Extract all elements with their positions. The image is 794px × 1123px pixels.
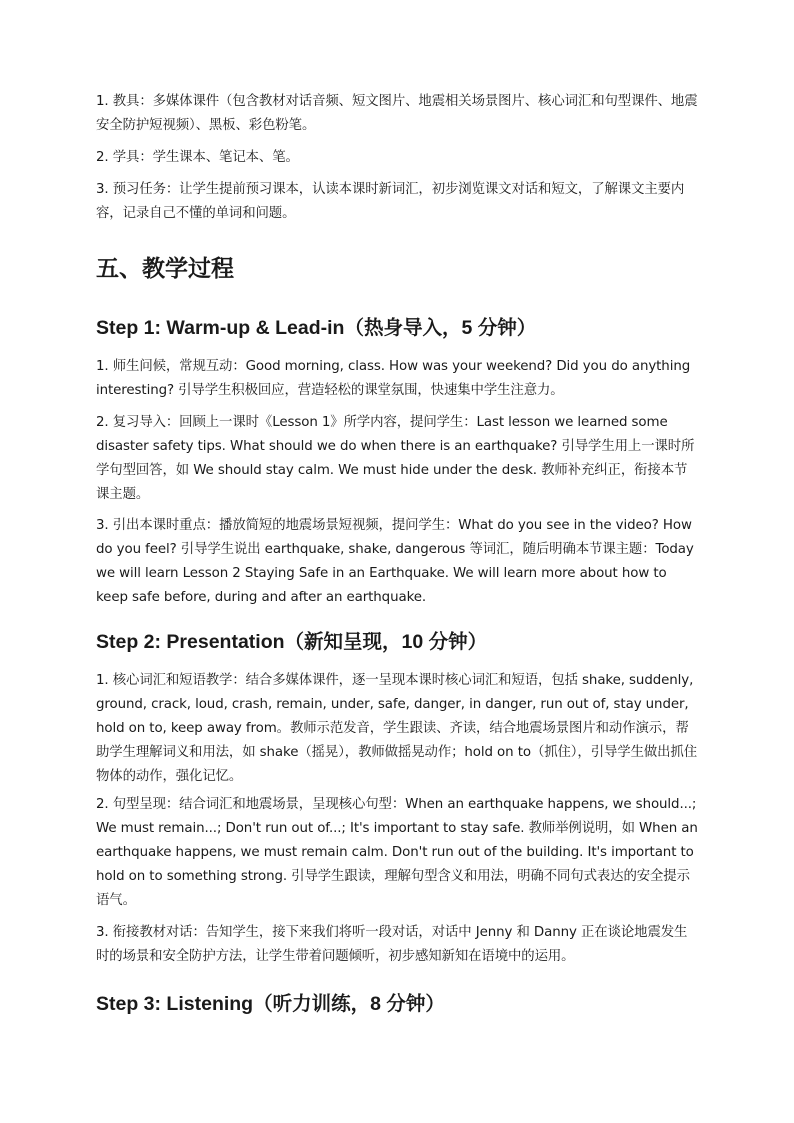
step2-paragraph-3: 3. 衔接教材对话：告知学生，接下来我们将听一段对话，对话中 Jenny 和 Danny 正在谈论地震发生时的场景和安全防护方法，让学生带着问题倾听，初步感知新知在语境中的运用。 xyxy=(96,925,688,964)
step1-title: Step 1: Warm-up & Lead-in（热身导入，5 分钟） xyxy=(96,317,537,339)
step1-paragraph-2: 2. 复习导入：回顾上一课时《Lesson 1》所学内容，提问学生：Last lesson we learned some disaster safety tips. What should we do when there is an earthquake? 引导学生用上一课时所学句型回答，如 We should stay calm. We must hide under the desk. 教师补充纠正，衔接本节课主题。 xyxy=(96,415,695,502)
prep-item-student-materials: 2. 学具：学生课本、笔记本、笔。 xyxy=(96,150,299,165)
step1-paragraph-3: 3. 引出本课时重点：播放简短的地震场景短视频，提问学生：What do you see in the video? How do you feel? 引导学生说出 earthquake, shake, dangerous 等词汇，随后明确本节课主题：Today we will learn Lesson 2 Staying Safe in an Earthquake. We will learn more about how to keep safe before, during and after an earthquake. xyxy=(96,518,694,605)
section-title: 五、教学过程 xyxy=(96,256,234,282)
step2-paragraph-2: 2. 句型呈现：结合词汇和地震场景，呈现核心句型：When an earthquake happens, we should...; We must remain...; Don't run out of...; It's important to stay safe. 教师举例说明，如 When an earthquake happens, we must remain calm. Don't run out of the building. It's important to hold on to something strong. 引导学生跟读，理解句型含义和用法，明确不同句式表达的安全提示语气。 xyxy=(96,797,698,908)
step1-paragraph-1: 1. 师生问候，常规互动：Good morning, class. How was your weekend? Did you do anything interesting? 引导学生积极回应，营造轻松的课堂氛围，快速集中学生注意力。 xyxy=(96,359,691,398)
step2-title: Step 2: Presentation（新知呈现，10 分钟） xyxy=(96,631,488,653)
prep-item-teaching-aids: 1. 教具：多媒体课件（包含教材对话音频、短文图片、地震相关场景图片、核心词汇和句型课件、地震安全防护短视频）、黑板、彩色粉笔。 xyxy=(96,94,698,133)
prep-item-preview-task: 3. 预习任务：让学生提前预习课本，认读本课时新词汇，初步浏览课文对话和短文，了解课文主要内容，记录自己不懂的单词和问题。 xyxy=(96,182,685,221)
step3-title: Step 3: Listening（听力训练，8 分钟） xyxy=(96,993,445,1015)
step2-paragraph-1: 1. 核心词汇和短语教学：结合多媒体课件，逐一呈现本课时核心词汇和短语，包括 shake, suddenly, ground, crack, loud, crash, remain, under, safe, danger, in danger, run out of, stay under, hold on to, keep away from。教师示范发音，学生跟读、齐读，结合地震场景图片和动作演示，帮助学生理解词义和用法，如 shake（摇晃），教师做摇晃动作；hold on to（抓住），引导学生做出抓住物体的动作，强化记忆。 xyxy=(96,673,698,784)
